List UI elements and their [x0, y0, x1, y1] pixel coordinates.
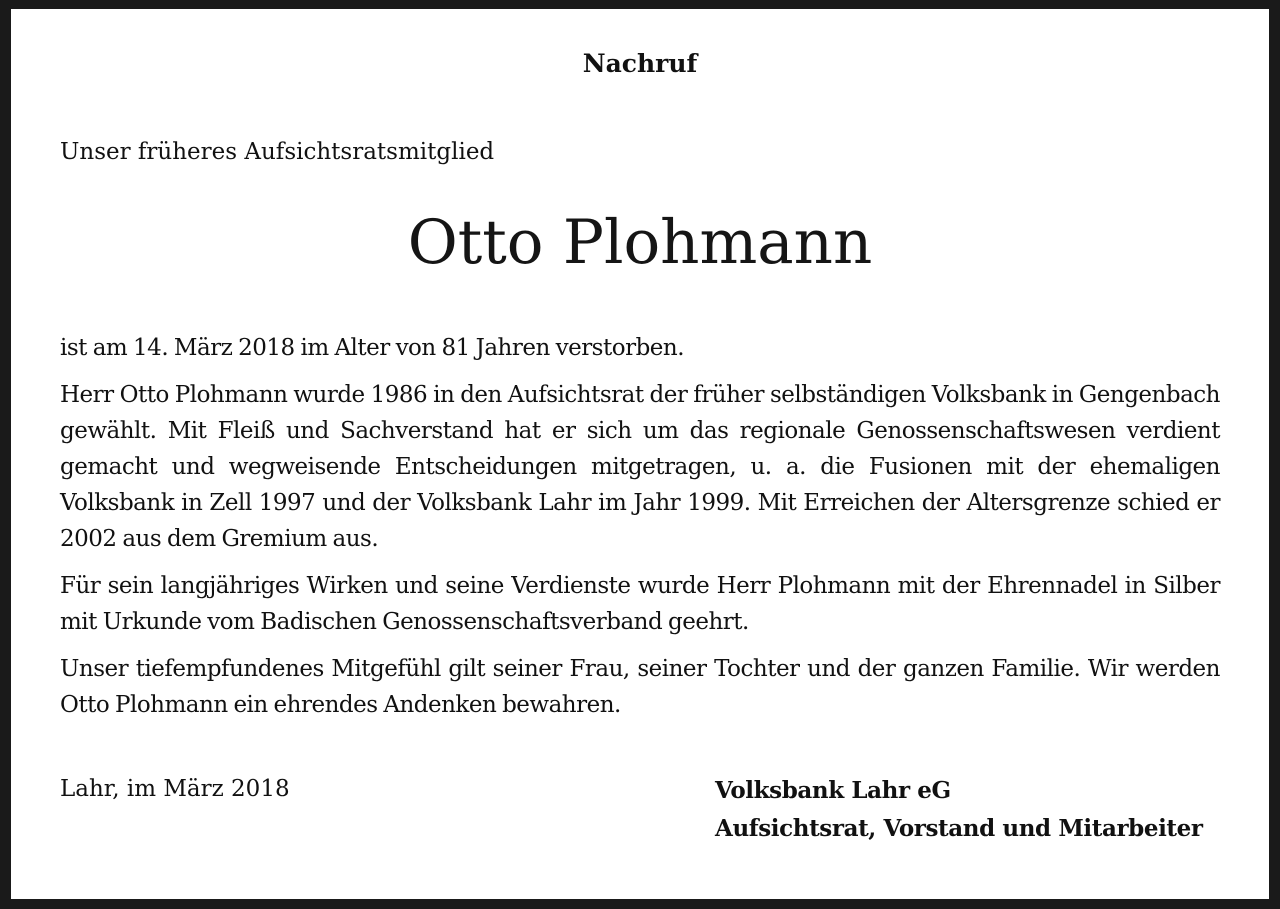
deceased-name: Otto Plohmann	[407, 207, 873, 278]
condolence-paragraph: Unser tiefempfundenes Mitgefühl gilt seiner Frau, seiner Tochter und der ganzen Familie. Wir werden Otto Plohmann ein ehrendes Andenken bewahren.	[60, 656, 1220, 718]
signature-organization: Volksbank Lahr eG	[715, 777, 951, 804]
honors-paragraph: Für sein langjähriges Wirken und seine Verdienste wurde Herr Plohmann mit der Ehrennadel in Silber mit Urkunde vom Badischen Genossenschaftsverband geehrt.	[60, 573, 1220, 635]
notice-heading: Nachruf	[582, 49, 698, 78]
career-paragraph: Herr Otto Plohmann wurde 1986 in den Aufsichtsrat der früher selbständigen Volksbank in Gengenbach gewählt. Mit Fleiß und Sachverstand hat er sich um das regionale Genossenschaftswesen verdient gemacht und wegweisende Entscheidungen mitgetragen, u. a. die Fusionen mit der ehemaligen Volksbank in Zell 1997 und der Volksbank Lahr im Jahr 1999. Mit Erreichen der Altersgrenze schied er 2002 aus dem Gremium aus.	[60, 382, 1220, 552]
place-and-date: Lahr, im März 2018	[60, 776, 290, 802]
death-statement: ist am 14. März 2018 im Alter von 81 Jahren verstorben.	[60, 335, 685, 361]
intro-line: Unser früheres Aufsichtsratsmitglied	[60, 139, 495, 165]
signature-bodies: Aufsichtsrat, Vorstand und Mitarbeiter	[715, 815, 1203, 842]
signature-block	[715, 772, 1203, 848]
notice-body	[60, 330, 1220, 734]
